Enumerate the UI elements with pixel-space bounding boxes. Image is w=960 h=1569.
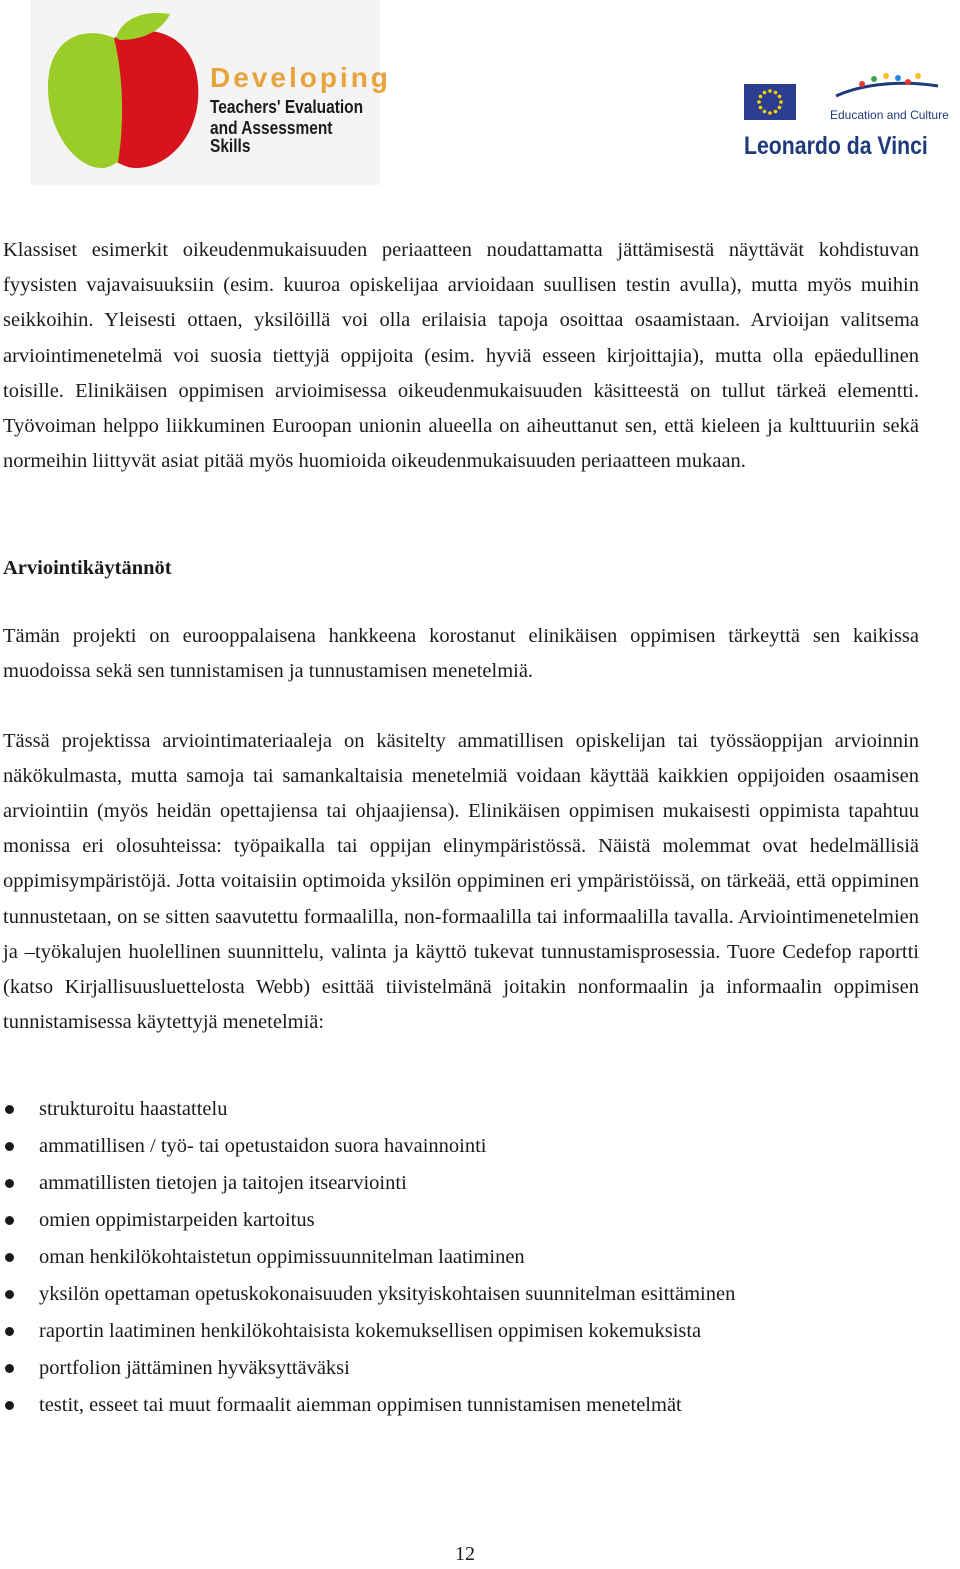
paragraph-fairness: Klassiset esimerkit oikeudenmukaisuuden periaatteen noudattamatta jättämisestä näyttävät kohdistuvan fyysisten vajavaisuuksiin (esim. kuuroa opiskelijaa arvioidaan suullisen testin avulla), mutta myös muihin seikkoihin. Yleisesti ottaen, yksilöillä voi olla erilaisia tapoja osoittaa osaamistaan. Arvioijan valitsema arviointimenetelmä voi suosia tiettyjä oppijoita (esim. hyviä esseen kirjoittajia), mutta olla epäedullinen toisille. Elinikäisen oppimisen arvioimisessa oikeudenmukaisuuden käsitteestä on tullut tärkeä elementti. Työvoiman helppo liikkuminen Euroopan unionin alueella on aiheuttanut sen, että kieleen ja kulttuuriin sekä normeihin liittyvät asiat pitää myös huomioida oikeudenmukaisuuden periaatteen mukaan. xyxy=(3,239,919,473)
bullet-icon xyxy=(5,1216,14,1225)
bullet-icon xyxy=(5,1401,14,1410)
list-item: yksilön opettaman opetuskokonaisuuden yksityiskohtaisen suunnitelman esittäminen xyxy=(0,1276,735,1313)
leonardo-da-vinci-label: Leonardo da Vinci xyxy=(744,132,928,160)
apple-red-half xyxy=(110,31,198,168)
bullet-icon xyxy=(5,1105,14,1114)
list-item: portfolion jättäminen hyväksyttäväksi xyxy=(0,1350,735,1387)
eu-flag-icon xyxy=(744,84,796,120)
bullet-icon xyxy=(5,1364,14,1373)
methods-list xyxy=(0,1091,735,1424)
education-culture-label: Education and Culture xyxy=(830,108,949,122)
bullet-icon xyxy=(5,1253,14,1262)
page-number: 12 xyxy=(455,1543,475,1565)
list-item: testit, esseet tai muut formaalit aiemman oppimisen tunnistamisen menetelmät xyxy=(0,1387,735,1424)
list-item: raportin laatiminen henkilökohtaisista kokemuksellisen oppimisen kokemuksista xyxy=(0,1313,735,1350)
bullet-icon xyxy=(5,1142,14,1151)
apple-green-half xyxy=(48,33,122,168)
paragraph-materials: Tässä projektissa arviointimateriaaleja on käsitelty ammatillisen opiskelijan tai työssäoppijan arvioinnin näkökulmasta, mutta samoja tai samankaltaisia menetelmiä voidaan käyttää kaikkien oppijoiden osaamisen arviointiin (myös heidän opettajiensa tai ohjaajiensa). Elinikäisen oppimisen mukaisesti oppimista tapahtuu monissa eri olosuhteissa: työpaikalla tai oppijan elinympäristössä. Näistä molemmat ovat hedelmällisiä oppimisympäristöjä. Jotta voitaisiin optimoida yksilön oppiminen eri ympäristöissä, on tärkeää, että oppiminen tunnustetaan, on se sitten saavutettu formaalilla, non-formaalilla tai informaalilla tavalla. Arviointimenetelmien ja –työkalujen huolellinen suunnittelu, valinta ja käyttö tukevat tunnustamisprosessia. Tuore Cedefop raportti (katso Kirjallisuusluettelosta Webb) esittää tiivistelmänä joitakin nonformaalin ja informaalin oppimisen tunnistamisessa käytettyjä menetelmiä: xyxy=(3,729,919,1034)
list-item: ammatillisen / työ- tai opetustaidon suora havainnointi xyxy=(0,1128,735,1165)
logo-title: Developing xyxy=(210,62,391,93)
bullet-icon xyxy=(5,1327,14,1336)
list-item: omien oppimistarpeiden kartoitus xyxy=(0,1202,735,1239)
list-item: oman henkilökohtaistetun oppimissuunnitelman laatiminen xyxy=(0,1239,735,1276)
section-heading: Arviointikäytännöt xyxy=(3,557,172,579)
project-logo xyxy=(30,0,391,185)
intro-section xyxy=(3,233,919,479)
apple-logo-icon xyxy=(44,8,204,173)
bullet-icon xyxy=(5,1290,14,1299)
bullet-icon xyxy=(5,1179,14,1188)
logo-subtitle-2: and Assessment Skills xyxy=(210,118,333,156)
paragraph-project: Tämän projekti on eurooppalaisena hankkeena korostanut elinikäisen oppimisen tärkeyttä sen kaikissa muodoissa sekä sen tunnistamisen ja tunnustamisen menetelmiä. xyxy=(3,624,919,682)
logo-subtitle-1: Teachers' Evaluation xyxy=(210,97,364,117)
partner-logo xyxy=(740,70,955,165)
list-item: strukturoitu haastattelu xyxy=(0,1091,735,1128)
list-item: ammatillisten tietojen ja taitojen itsearviointi xyxy=(0,1165,735,1202)
education-culture-icon xyxy=(832,70,942,104)
